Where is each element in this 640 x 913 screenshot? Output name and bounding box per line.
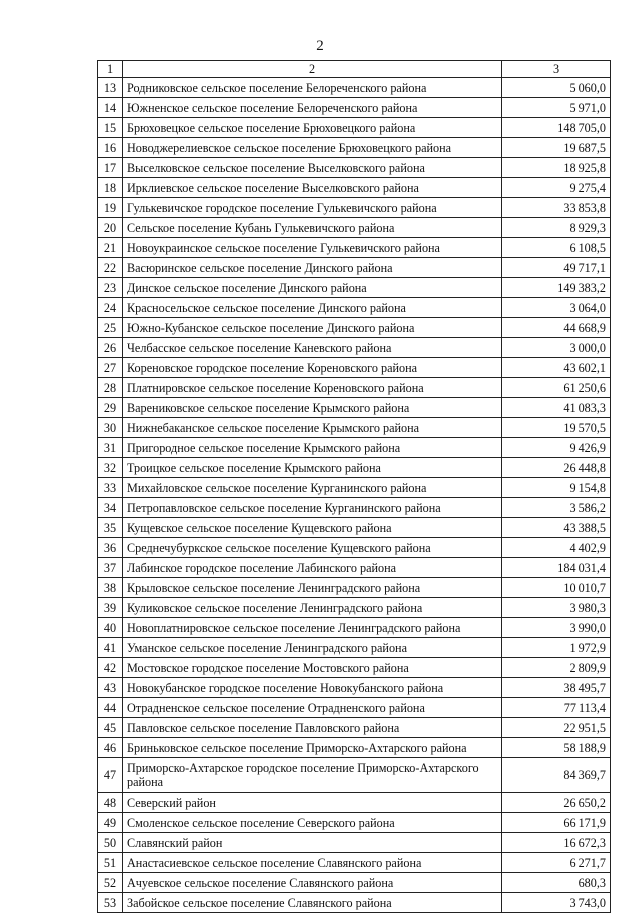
- amount-cell: 9 426,9: [502, 438, 611, 458]
- amount-cell: 148 705,0: [502, 118, 611, 138]
- amount-cell: 18 925,8: [502, 158, 611, 178]
- amount-cell: 3 000,0: [502, 338, 611, 358]
- amount-cell: 5 971,0: [502, 98, 611, 118]
- header-cell-1: 1: [98, 61, 123, 78]
- settlement-name-cell: Троицкое сельское поселение Крымского района: [123, 458, 502, 478]
- table-row: [98, 78, 611, 98]
- settlement-name-cell: Новоплатнировское сельское поселение Ленинградского района: [123, 618, 502, 638]
- table-row: [98, 538, 611, 558]
- amount-cell: 26 448,8: [502, 458, 611, 478]
- table-row: [98, 758, 611, 793]
- amount-cell: 61 250,6: [502, 378, 611, 398]
- row-number-cell: 47: [98, 758, 123, 793]
- settlement-name-cell: Новокубанское городское поселение Новокубанского района: [123, 678, 502, 698]
- settlement-name-cell: Родниковское сельское поселение Белореченского района: [123, 78, 502, 98]
- table-row: [98, 338, 611, 358]
- allocation-table: [97, 60, 611, 913]
- table-row: [98, 893, 611, 913]
- row-number-cell: 14: [98, 98, 123, 118]
- amount-cell: 43 602,1: [502, 358, 611, 378]
- table-row: [98, 438, 611, 458]
- amount-cell: 3 743,0: [502, 893, 611, 913]
- table-row: [98, 698, 611, 718]
- header-cell-2: 2: [123, 61, 502, 78]
- table-row: [98, 658, 611, 678]
- row-number-cell: 52: [98, 873, 123, 893]
- table-row: [98, 478, 611, 498]
- settlement-name-cell: Крыловское сельское поселение Ленинградского района: [123, 578, 502, 598]
- table-row: [98, 678, 611, 698]
- settlement-name-cell: Приморско-Ахтарское городское поселение Приморско-Ахтарского района: [123, 758, 502, 793]
- row-number-cell: 35: [98, 518, 123, 538]
- table-row: [98, 793, 611, 813]
- row-number-cell: 36: [98, 538, 123, 558]
- amount-cell: 3 990,0: [502, 618, 611, 638]
- table-row: [98, 378, 611, 398]
- table-row: [98, 358, 611, 378]
- amount-cell: 9 154,8: [502, 478, 611, 498]
- table-row: [98, 718, 611, 738]
- row-number-cell: 49: [98, 813, 123, 833]
- settlement-name-cell: Выселковское сельское поселение Выселковского района: [123, 158, 502, 178]
- settlement-name-cell: Челбасское сельское поселение Каневского района: [123, 338, 502, 358]
- amount-cell: 10 010,7: [502, 578, 611, 598]
- amount-cell: 6 271,7: [502, 853, 611, 873]
- row-number-cell: 24: [98, 298, 123, 318]
- table-row: [98, 198, 611, 218]
- table-row: [98, 558, 611, 578]
- amount-cell: 77 113,4: [502, 698, 611, 718]
- row-number-cell: 41: [98, 638, 123, 658]
- table-row: [98, 298, 611, 318]
- row-number-cell: 26: [98, 338, 123, 358]
- amount-cell: 19 687,5: [502, 138, 611, 158]
- table-row: [98, 638, 611, 658]
- settlement-name-cell: Бриньковское сельское поселение Приморско-Ахтарского района: [123, 738, 502, 758]
- settlement-name-cell: Динское сельское поселение Динского района: [123, 278, 502, 298]
- row-number-cell: 19: [98, 198, 123, 218]
- row-number-cell: 31: [98, 438, 123, 458]
- table-row: [98, 398, 611, 418]
- page-number: 2: [316, 38, 324, 54]
- settlement-name-cell: Южненское сельское поселение Белореченского района: [123, 98, 502, 118]
- table-row: [98, 873, 611, 893]
- table-row: [98, 118, 611, 138]
- amount-cell: 680,3: [502, 873, 611, 893]
- table-row: [98, 813, 611, 833]
- amount-cell: 19 570,5: [502, 418, 611, 438]
- table-row: [98, 618, 611, 638]
- settlement-name-cell: Среднечубуркское сельское поселение Кущевского района: [123, 538, 502, 558]
- amount-cell: 6 108,5: [502, 238, 611, 258]
- row-number-cell: 51: [98, 853, 123, 873]
- row-number-cell: 53: [98, 893, 123, 913]
- amount-cell: 149 383,2: [502, 278, 611, 298]
- amount-cell: 43 388,5: [502, 518, 611, 538]
- row-number-cell: 21: [98, 238, 123, 258]
- row-number-cell: 20: [98, 218, 123, 238]
- settlement-name-cell: Лабинское городское поселение Лабинского района: [123, 558, 502, 578]
- header-cell-3: 3: [502, 61, 611, 78]
- table-row: [98, 138, 611, 158]
- amount-cell: 16 672,3: [502, 833, 611, 853]
- settlement-name-cell: Смоленское сельское поселение Северского района: [123, 813, 502, 833]
- row-number-cell: 16: [98, 138, 123, 158]
- row-number-cell: 17: [98, 158, 123, 178]
- table-row: [98, 218, 611, 238]
- table-row: [98, 518, 611, 538]
- table-row: [98, 318, 611, 338]
- row-number-cell: 43: [98, 678, 123, 698]
- settlement-name-cell: Кореновское городское поселение Кореновского района: [123, 358, 502, 378]
- row-number-cell: 22: [98, 258, 123, 278]
- row-number-cell: 50: [98, 833, 123, 853]
- row-number-cell: 44: [98, 698, 123, 718]
- amount-cell: 38 495,7: [502, 678, 611, 698]
- row-number-cell: 23: [98, 278, 123, 298]
- settlement-name-cell: Забойское сельское поселение Славянского района: [123, 893, 502, 913]
- settlement-name-cell: Павловское сельское поселение Павловского района: [123, 718, 502, 738]
- amount-cell: 9 275,4: [502, 178, 611, 198]
- settlement-name-cell: Новоджерелиевское сельское поселение Брюховецкого района: [123, 138, 502, 158]
- amount-cell: 3 586,2: [502, 498, 611, 518]
- settlement-name-cell: Славянский район: [123, 833, 502, 853]
- settlement-name-cell: Ирклиевское сельское поселение Выселковского района: [123, 178, 502, 198]
- settlement-name-cell: Платнировское сельское поселение Кореновского района: [123, 378, 502, 398]
- amount-cell: 58 188,9: [502, 738, 611, 758]
- table-row: [98, 158, 611, 178]
- row-number-cell: 27: [98, 358, 123, 378]
- table-row: [98, 238, 611, 258]
- table-row: [98, 598, 611, 618]
- row-number-cell: 13: [98, 78, 123, 98]
- row-number-cell: 42: [98, 658, 123, 678]
- table-row: [98, 578, 611, 598]
- settlement-name-cell: Сельское поселение Кубань Гулькевичского района: [123, 218, 502, 238]
- amount-cell: 84 369,7: [502, 758, 611, 793]
- amount-cell: 5 060,0: [502, 78, 611, 98]
- amount-cell: 4 402,9: [502, 538, 611, 558]
- table-body: [98, 61, 611, 913]
- table-row: [98, 258, 611, 278]
- settlement-name-cell: Северский район: [123, 793, 502, 813]
- row-number-cell: 15: [98, 118, 123, 138]
- row-number-cell: 32: [98, 458, 123, 478]
- amount-cell: 184 031,4: [502, 558, 611, 578]
- settlement-name-cell: Кущевское сельское поселение Кущевского района: [123, 518, 502, 538]
- amount-cell: 33 853,8: [502, 198, 611, 218]
- settlement-name-cell: Отрадненское сельское поселение Отрадненского района: [123, 698, 502, 718]
- settlement-name-cell: Мостовское городское поселение Мостовского района: [123, 658, 502, 678]
- amount-cell: 41 083,3: [502, 398, 611, 418]
- settlement-name-cell: Нижнебаканское сельское поселение Крымского района: [123, 418, 502, 438]
- row-number-cell: 38: [98, 578, 123, 598]
- row-number-cell: 18: [98, 178, 123, 198]
- table-row: [98, 418, 611, 438]
- amount-cell: 1 972,9: [502, 638, 611, 658]
- settlement-name-cell: Ачуевское сельское поселение Славянского района: [123, 873, 502, 893]
- amount-cell: 2 809,9: [502, 658, 611, 678]
- settlement-name-cell: Гулькевичское городское поселение Гулькевичского района: [123, 198, 502, 218]
- settlement-name-cell: Михайловское сельское поселение Курганинского района: [123, 478, 502, 498]
- row-number-cell: 40: [98, 618, 123, 638]
- settlement-name-cell: Пригородное сельское поселение Крымского района: [123, 438, 502, 458]
- settlement-name-cell: Варениковское сельское поселение Крымского района: [123, 398, 502, 418]
- amount-cell: 3 980,3: [502, 598, 611, 618]
- amount-cell: 22 951,5: [502, 718, 611, 738]
- amount-cell: 8 929,3: [502, 218, 611, 238]
- amount-cell: 44 668,9: [502, 318, 611, 338]
- amount-cell: 26 650,2: [502, 793, 611, 813]
- amount-cell: 49 717,1: [502, 258, 611, 278]
- table-header-row: [98, 61, 611, 78]
- amount-cell: 3 064,0: [502, 298, 611, 318]
- settlement-name-cell: Красносельское сельское поселение Динского района: [123, 298, 502, 318]
- settlement-name-cell: Уманское сельское поселение Ленинградского района: [123, 638, 502, 658]
- table-row: [98, 853, 611, 873]
- table-row: [98, 833, 611, 853]
- settlement-name-cell: Южно-Кубанское сельское поселение Динского района: [123, 318, 502, 338]
- row-number-cell: 45: [98, 718, 123, 738]
- row-number-cell: 46: [98, 738, 123, 758]
- table-row: [98, 498, 611, 518]
- row-number-cell: 29: [98, 398, 123, 418]
- row-number-cell: 30: [98, 418, 123, 438]
- settlement-name-cell: Анастасиевское сельское поселение Славянского района: [123, 853, 502, 873]
- row-number-cell: 28: [98, 378, 123, 398]
- row-number-cell: 48: [98, 793, 123, 813]
- settlement-name-cell: Брюховецкое сельское поселение Брюховецкого района: [123, 118, 502, 138]
- row-number-cell: 39: [98, 598, 123, 618]
- amount-cell: 66 171,9: [502, 813, 611, 833]
- table-row: [98, 178, 611, 198]
- table-row: [98, 738, 611, 758]
- row-number-cell: 25: [98, 318, 123, 338]
- settlement-name-cell: Петропавловское сельское поселение Курганинского района: [123, 498, 502, 518]
- row-number-cell: 34: [98, 498, 123, 518]
- table-row: [98, 278, 611, 298]
- settlement-name-cell: Новоукраинское сельское поселение Гулькевичского района: [123, 238, 502, 258]
- table-row: [98, 98, 611, 118]
- row-number-cell: 37: [98, 558, 123, 578]
- settlement-name-cell: Васюринское сельское поселение Динского района: [123, 258, 502, 278]
- settlement-name-cell: Куликовское сельское поселение Ленинградского района: [123, 598, 502, 618]
- row-number-cell: 33: [98, 478, 123, 498]
- table-row: [98, 458, 611, 478]
